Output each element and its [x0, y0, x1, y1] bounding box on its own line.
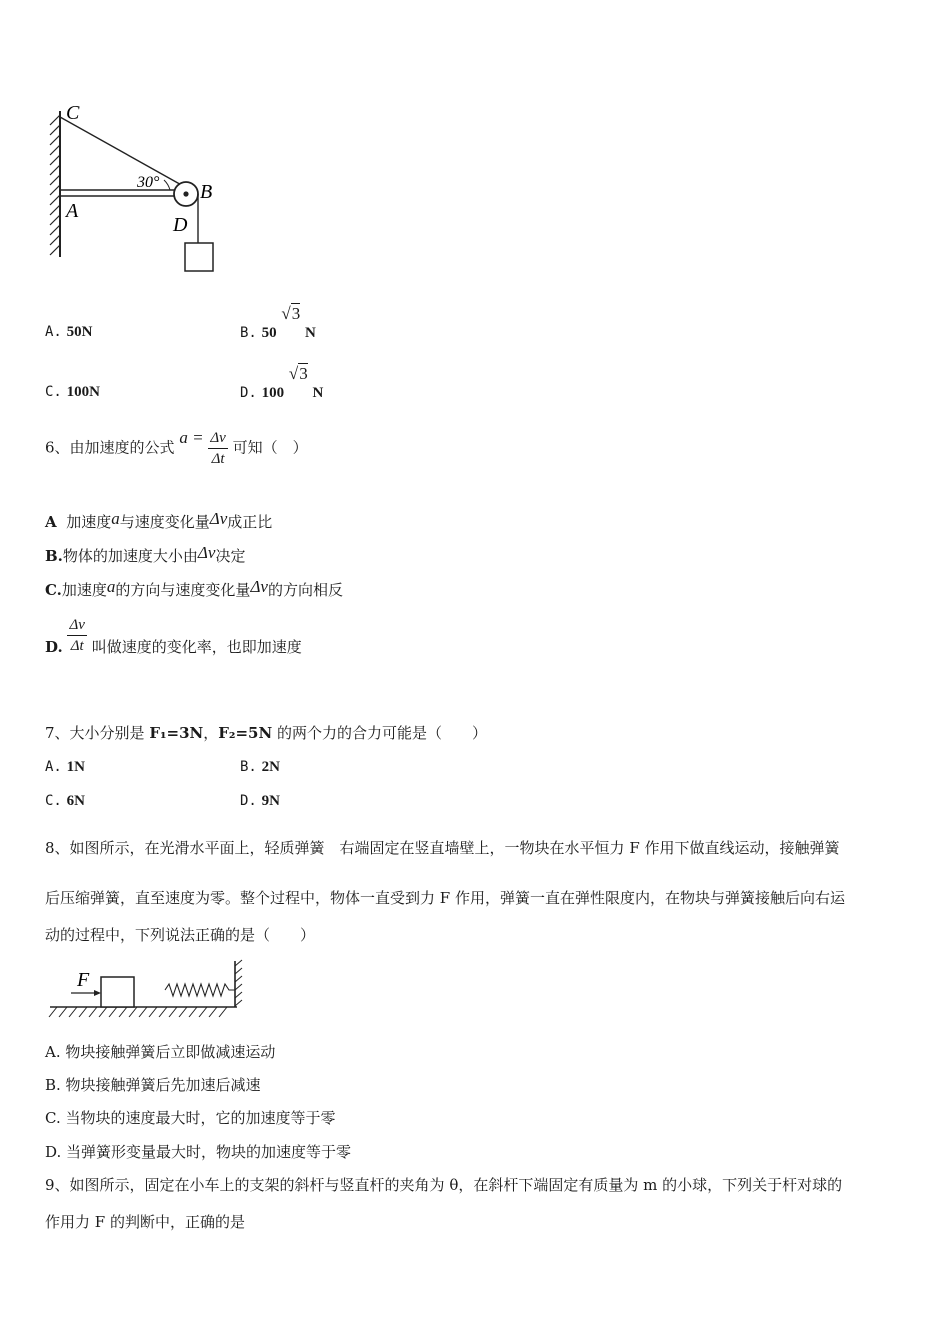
sqrt-symbol: √3 — [281, 304, 301, 323]
q8-line-1: 8、如图所示，在光滑水平面上，轻质弹簧 右端固定在竖直墙壁上，一物块在水平恒力 F 作用下做直线运动，接触弹簧 — [45, 839, 840, 857]
sqrt-symbol: √3 — [288, 364, 308, 383]
q6-option-a[interactable]: A 加速度a与速度变化量Δv成正比 — [45, 509, 273, 531]
q9-line-1: 9、如图所示，固定在小车上的支架的斜杆与竖直杆的夹角为 θ，在斜杆下端固定有质量为 m 的小球，下列关于杆对球的 — [45, 1176, 843, 1194]
rate-fraction: $\frac{\Delta v}{\Delta t}$ — [69, 617, 85, 654]
spring-block-figure — [45, 958, 245, 1023]
q7-option-b[interactable]: B. 2N — [240, 759, 280, 775]
q5-option-d[interactable]: D. 100 √3 N — [240, 364, 324, 401]
q8-option-c[interactable]: C. 当物块的速度最大时，它的加速度等于零 — [45, 1109, 336, 1127]
q5-option-b[interactable]: B. 50 √3 N — [240, 304, 316, 341]
q8-line-2: 后压缩弹簧，直至速度为零。整个过程中，物体一直受到力 F 作用，弹簧一直在弹性限度内，在物块与弹簧接触后向右运 — [45, 889, 845, 907]
q7-option-d[interactable]: D. 9N — [240, 793, 280, 809]
acceleration-formula: $\frac{\Delta v}{\Delta t}$ — [210, 430, 226, 467]
label-b: B — [200, 181, 213, 203]
pulley-figure — [40, 95, 240, 280]
label-d: D — [173, 214, 188, 236]
force-label: F — [77, 969, 90, 991]
q6-option-c[interactable]: C.加速度a的方向与速度变化量Δv的方向相反 — [45, 577, 343, 599]
q5-option-c[interactable]: C. 100N — [45, 384, 100, 400]
q8-option-b[interactable]: B. 物块接触弹簧后先加速后减速 — [45, 1076, 261, 1094]
q9-line-2: 作用力 F 的判断中，正确的是 — [45, 1213, 245, 1231]
q6-option-d[interactable]: D. $\frac{\Delta v}{\Delta t}$ 叫做速度的变化率，也即加速度 — [45, 617, 302, 656]
q7-stem: 7、大小分别是 F₁=3N，F₂=5N 的两个力的合力可能是（ ） — [45, 724, 487, 742]
q5-option-a[interactable]: A. 50N — [45, 324, 93, 340]
label-c: C — [66, 102, 80, 124]
q8-line-3: 动的过程中，下列说法正确的是（ ） — [45, 926, 316, 944]
angle-label: 30° — [137, 174, 160, 191]
q7-option-c[interactable]: C. 6N — [45, 793, 85, 809]
q6-option-b[interactable]: B.物体的加速度大小由Δv决定 — [45, 543, 246, 565]
q8-option-d[interactable]: D. 当弹簧形变量最大时，物块的加速度等于零 — [45, 1143, 352, 1161]
q8-option-a[interactable]: A. 物块接触弹簧后立即做减速运动 — [45, 1043, 276, 1061]
q7-option-a[interactable]: A. 1N — [45, 759, 85, 775]
q6-stem: 6、由加速度的公式 a = $\frac{\Delta v}{\Delta t}$ 可知（ ） — [45, 427, 308, 467]
label-a: A — [66, 200, 79, 222]
